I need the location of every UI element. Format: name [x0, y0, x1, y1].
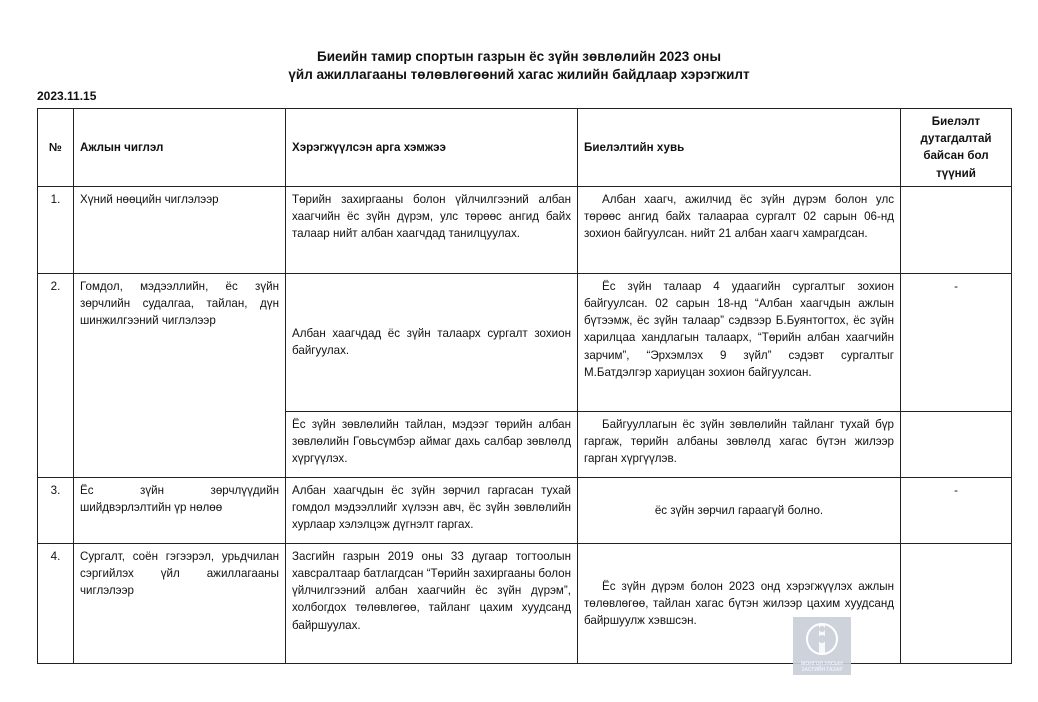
- row-status: -: [901, 477, 1012, 543]
- row-direction: Гомдол, мэдээллийн, ёс зүйн зөрчлийн судалгаа, тайлан, дүн шинжилгээний чиглэлээр: [74, 273, 286, 477]
- row-result: ёс зүйн зөрчил гараагүй болно.: [578, 477, 901, 543]
- row-result: Байгууллагын ёс зүйн зөвлөлийн тайланг тухай бүр гаргаж, төрийн албаны зөвлөлд хагас бүтэн жилээр гарган хүргүүлэв.: [578, 411, 901, 477]
- row-result: Албан хаагч, ажилчид ёс зүйн дүрэм болон улс төрөөс ангид байх талаараа сургалт 02 сарын 06-нд зохион байгуулсан. нийт 21 албан хаагч хамрагдсан.: [578, 186, 901, 273]
- row-result: Ёс зүйн талаар 4 удаагийн сургалтыг зохион байгуулсан. 02 сарын 18-нд “Албан хаагчдын ажлын бүтээмж, ёс зүйн талаар” сэдвээр Б.Буянтогтох, ёс зүйн харилцаа хандлагын талаарх, “Төрийн албан хаагчийн зарчим”, “Эрхэмлэх 9 зүйл” сэдэвт сургалтыг М.Батдэлгэр хариуцан зохион байгуулсан.: [578, 273, 901, 411]
- row-action: Ёс зүйн зөвлөлийн тайлан, мэдээг төрийн албан зөвлөлийн Говьсүмбэр аймаг дахь салбар зөвлөлд хүргүүлэх.: [286, 411, 578, 477]
- row-action: Төрийн захиргааны болон үйлчилгээний албан хаагчийн ёс зүйн дүрэм, улс төрөөс ангид байх талаар нийт албан хаагчдад танилцуулах.: [286, 186, 578, 273]
- header-num: №: [38, 109, 74, 187]
- header-status: Биелэлт дутагдалтай байсан бол түүний: [901, 109, 1012, 187]
- document-title: [0, 48, 1038, 84]
- row-result: Ёс зүйн дүрэм болон 2023 онд хэрэгжүүлэх ажлын төлөвлөгөө, тайлан хагас бүтэн жилээр цахим хуудсанд байршуулж хэвшсэн.: [578, 543, 901, 663]
- row-direction: Ёс зүйн зөрчлүүдийн шийдвэрлэлтийн үр нөлөө: [74, 477, 286, 543]
- plan-table: [37, 108, 1012, 664]
- row-action: Албан хаагчдад ёс зүйн талаарх сургалт зохион байгуулах.: [286, 273, 578, 411]
- table-row: [38, 543, 1012, 663]
- row-action: Засгийн газрын 2019 оны 33 дугаар тогтоолын хавсралтаар батлагдсан “Төрийн захиргааны болон үйлчилгээний албан хаагчийн ёс зүйн дүрэм”, холбогдох төлөвлөгөө, тайланг цахим хуудсанд байршуулах.: [286, 543, 578, 663]
- row-status: -: [901, 273, 1012, 411]
- table-row: [38, 273, 1012, 411]
- row-status: [901, 186, 1012, 273]
- document-date: 2023.11.15: [37, 89, 97, 103]
- row-number: 4.: [38, 543, 74, 663]
- table-header-row: [38, 109, 1012, 187]
- row-number: 2.: [38, 273, 74, 477]
- header-result: Биелэлтийн хувь: [578, 109, 901, 187]
- header-direction: Ажлын чиглэл: [74, 109, 286, 187]
- row-direction: Хүний нөөцийн чиглэлээр: [74, 186, 286, 273]
- row-status-empty: [901, 411, 1012, 477]
- table-row: [38, 477, 1012, 543]
- row-number: 1.: [38, 186, 74, 273]
- title-line-2: үйл ажиллагааны төлөвлөгөөний хагас жилийн байдлаар хэрэгжилт: [288, 67, 750, 82]
- header-action: Хэрэгжүүлсэн арга хэмжээ: [286, 109, 578, 187]
- table-row: [38, 186, 1012, 273]
- row-direction: Сургалт, соён гэгээрэл, урьдчилан сэргийлэх үйл ажиллагааны чиглэлээр: [74, 543, 286, 663]
- row-status: [901, 543, 1012, 663]
- row-number: 3.: [38, 477, 74, 543]
- title-line-1: Биеийн тамир спортын газрын ёс зүйн зөвлөлийн 2023 оны: [316, 49, 721, 64]
- seal-caption: МОНГОЛ УЛСЫН ЗАСГИЙН ГАЗАР: [801, 661, 843, 673]
- row-action: Албан хаагчдын ёс зүйн зөрчил гаргасан тухай гомдол мэдээллийг хүлээн авч, ёс зүйн зөвлөлийн хурлаар хэлэлцэж дүгнэлт гаргах.: [286, 477, 578, 543]
